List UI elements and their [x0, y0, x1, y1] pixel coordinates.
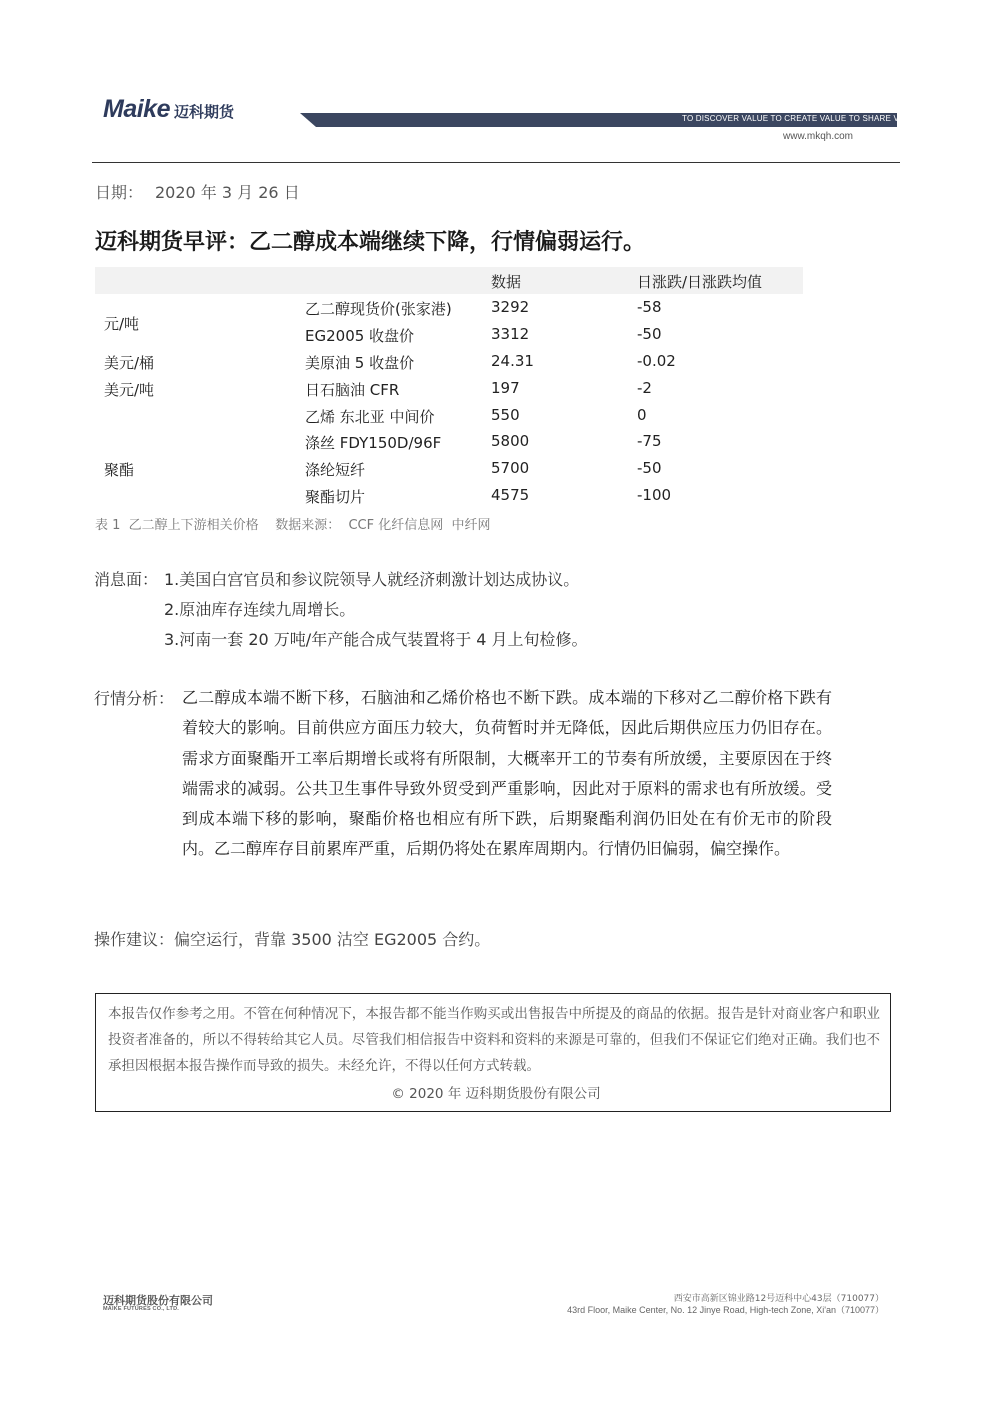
table-caption: 表 1 乙二醇上下游相关价格 数据来源： CCF 化纤信息网 中纤网: [95, 518, 491, 533]
header-divider: [92, 162, 900, 163]
table-row-change: -0.02: [637, 352, 676, 370]
table-group-label: 聚酯: [104, 461, 135, 479]
operation-advice: 操作建议：偏空运行，背靠 3500 沽空 EG2005 合约。: [94, 930, 491, 949]
table-row-value: 4575: [491, 486, 530, 504]
company-logo: [103, 95, 273, 135]
table-row-name: 美原油 5 收盘价: [305, 354, 415, 372]
header-website: www.mkqh.com: [783, 131, 854, 142]
table-row-change: -100: [637, 486, 672, 504]
table-group-label: 元/吨: [104, 315, 140, 333]
news-label: 消息面：: [94, 570, 159, 589]
analysis-text: 乙二醇成本端不断下移，石脑油和乙烯价格也不断下跌。成本端的下移对乙二醇价格下跌有着较大的影响。目前供应方面压力较大，负荷暂时并无降低，因此后期供应压力仍旧存在。需求方面聚酯开工率后期增长或将有所限制，大概率开工的节奏有所放缓，主要原因在于终端需求的减弱。公共卫生事件导致外贸受到严重影响，因此对于原料的需求也有所放缓。受到成本端下移的影响，聚酯价格也相应有所下跌，后期聚酯利润仍旧处在有价无市的阶段内。乙二醇库存目前累库严重，后期仍将处在累库周期内。行情仍旧偏弱，偏空操作。: [182, 688, 832, 859]
table-row-name: 日石脑油 CFR: [305, 381, 400, 399]
table-row-name: 聚酯切片: [305, 488, 366, 506]
analysis-label: 行情分析：: [94, 689, 175, 708]
footer-address-cn: 西安市高新区锦业路12号迈科中心43层（710077）: [673, 1294, 884, 1304]
table-row-change: -58: [637, 298, 662, 316]
table-row-name: 涤丝 FDY150D/96F: [305, 434, 442, 452]
table-group-label: 美元/桶: [104, 354, 155, 372]
table-row-change: -2: [637, 379, 652, 397]
logo-chinese-name: 迈科期货: [173, 103, 234, 121]
table-row-change: 0: [637, 406, 647, 424]
header-slogan: TO DISCOVER VALUE TO CREATE VALUE TO SHARE VALUE: [682, 114, 921, 123]
table-row-value: 24.31: [491, 352, 534, 370]
table-row-name: EG2005 收盘价: [305, 327, 415, 345]
table-row-name: 涤纶短纤: [305, 461, 366, 479]
table-row-change: -50: [637, 459, 662, 477]
logo-wordmark: Maike: [103, 95, 170, 123]
news-item: 1.美国白宫官员和参议院领导人就经济刺激计划达成协议。: [164, 570, 580, 589]
date-label: 日期：: [95, 183, 144, 202]
table-row-value: 550: [491, 406, 520, 424]
table-row-value: 5800: [491, 432, 530, 450]
footer-address-en: 43rd Floor, Maike Center, No. 12 Jinye Road, High-tech Zone, Xi'an（710077）: [567, 1305, 884, 1315]
table-header-value: 数据: [491, 273, 522, 291]
disclaimer-text: 本报告仅作参考之用。不管在何种情况下，本报告都不能当作购买或出售报告中所提及的商品的依据。报告是针对商业客户和职业投资者准备的，所以不得转给其它人员。尽管我们相信报告中资料和资料的来源是可靠的，但我们不保证它们绝对正确。我们也不承担因根据本报告操作而导致的损失。未经允许，不得以任何方式转载。: [108, 1006, 880, 1074]
table-row-change: -50: [637, 325, 662, 343]
footer-company-name: 迈科期货股份有限公司: [103, 1294, 213, 1307]
table-row-value: 3292: [491, 298, 530, 316]
table-row-value: 5700: [491, 459, 530, 477]
footer-company-name-en: MAIKE FUTURES CO., LTD.: [103, 1306, 179, 1312]
news-item: 3.河南一套 20 万吨/年产能合成气装置将于 4 月上旬检修。: [164, 630, 588, 649]
table-row-value: 3312: [491, 325, 530, 343]
table-row-name: 乙二醇现货价(张家港): [305, 300, 452, 318]
table-row-change: -75: [637, 432, 662, 450]
table-header-change: 日涨跌/日涨跌均值: [637, 273, 763, 291]
report-date: [95, 180, 300, 203]
report-title: 迈科期货早评：乙二醇成本端继续下降，行情偏弱运行。: [95, 230, 646, 255]
table-row-value: 197: [491, 379, 520, 397]
table-row-name: 乙烯 东北亚 中间价: [305, 408, 435, 426]
date-value: 2020 年 3 月 26 日: [155, 183, 300, 202]
copyright-line: © 2020 年 迈科期货股份有限公司: [391, 1086, 601, 1102]
table-group-label: 美元/吨: [104, 381, 155, 399]
news-item: 2.原油库存连续九周增长。: [164, 600, 356, 619]
